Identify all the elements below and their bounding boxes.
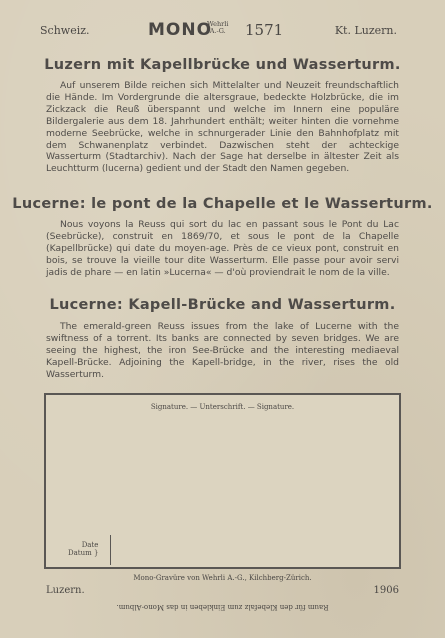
text-english: The emerald-green Reuss issues from the lake of Lucerne with the swiftness of a torrent. Its banks are connected by seven bridges. We are seeing the highest, the iron See-Brücke and the interesting mediaeval Kapell-Brücke. Adjoining the Kapell-bridge, in the river, rises the old Wasserturm.: [46, 321, 399, 380]
text-german: Auf unserem Bilde reichen sich Mittelalter und Neuzeit freundschaftlich die Hände. Im Vordergrunde die altersgraue, bedeckte Holzbrücke, die im Zickzack die Reuß überspannt und welche im Innern eine populäre Bildergalerie aus dem 18. Jahrhundert enthält; weiter hinten die vornehme moderne Seebrücke, welche in schnurgerader Linie den Bahnhofplatz mit dem Schwanenplatz verbindet. Dazwischen steht der achteckige Wasserturm (Stadtarchiv). Nach der Sage hat derselbe in ältester Zeit als Leuchtturm (lucerna) gedient und der Stadt den Namen gegeben.: [46, 80, 399, 175]
date-divider: [110, 535, 111, 565]
footer-city: Luzern.: [46, 585, 85, 596]
text-french: Nous voyons la Reuss qui sort du lac en passant sous le Pont du Lac (Seebrücke), construit en 1869/70, et sous le pont de la Chapelle (Kapellbrücke) qui date du moyen-age. Près de ce vieux pont, construit en bois, se trouve la vieille tour dite Wasserturm. Elle passe pour avoir servi jadis de phare — en latin »Lucerna« — d'où proviendrait le nom de la ville.: [46, 219, 399, 278]
canton-label: Kt. Luzern.: [334, 24, 397, 37]
printer-credit: Mono-Gravüre von Wehrli A.-G., Kilchberg-Zürich.: [133, 574, 312, 582]
heading-german: Luzern mit Kapellbrücke und Wasserturm.: [44, 57, 401, 73]
country-label: Schweiz.: [40, 24, 90, 37]
brand-logo: MONO: [148, 20, 213, 40]
signature-box[interactable]: [44, 393, 401, 569]
footer-year: 1906: [373, 585, 399, 596]
heading-english: Lucerne: Kapell-Brücke and Wasserturm.: [49, 297, 396, 313]
publisher-small: Wehrli A.-G.: [207, 20, 229, 35]
card-number: 1571: [245, 21, 284, 39]
signature-label: Signature. — Unterschrift. — Signature.: [150, 403, 295, 411]
card-header: [0, 20, 445, 42]
glue-strip-note: Raum für den Klebefalz zum Einkleben in das Mono-Album.: [116, 603, 329, 611]
heading-french: Lucerne: le pont de la Chapelle et le Wasserturm.: [12, 196, 433, 212]
date-label: Date Datum }: [68, 541, 99, 557]
